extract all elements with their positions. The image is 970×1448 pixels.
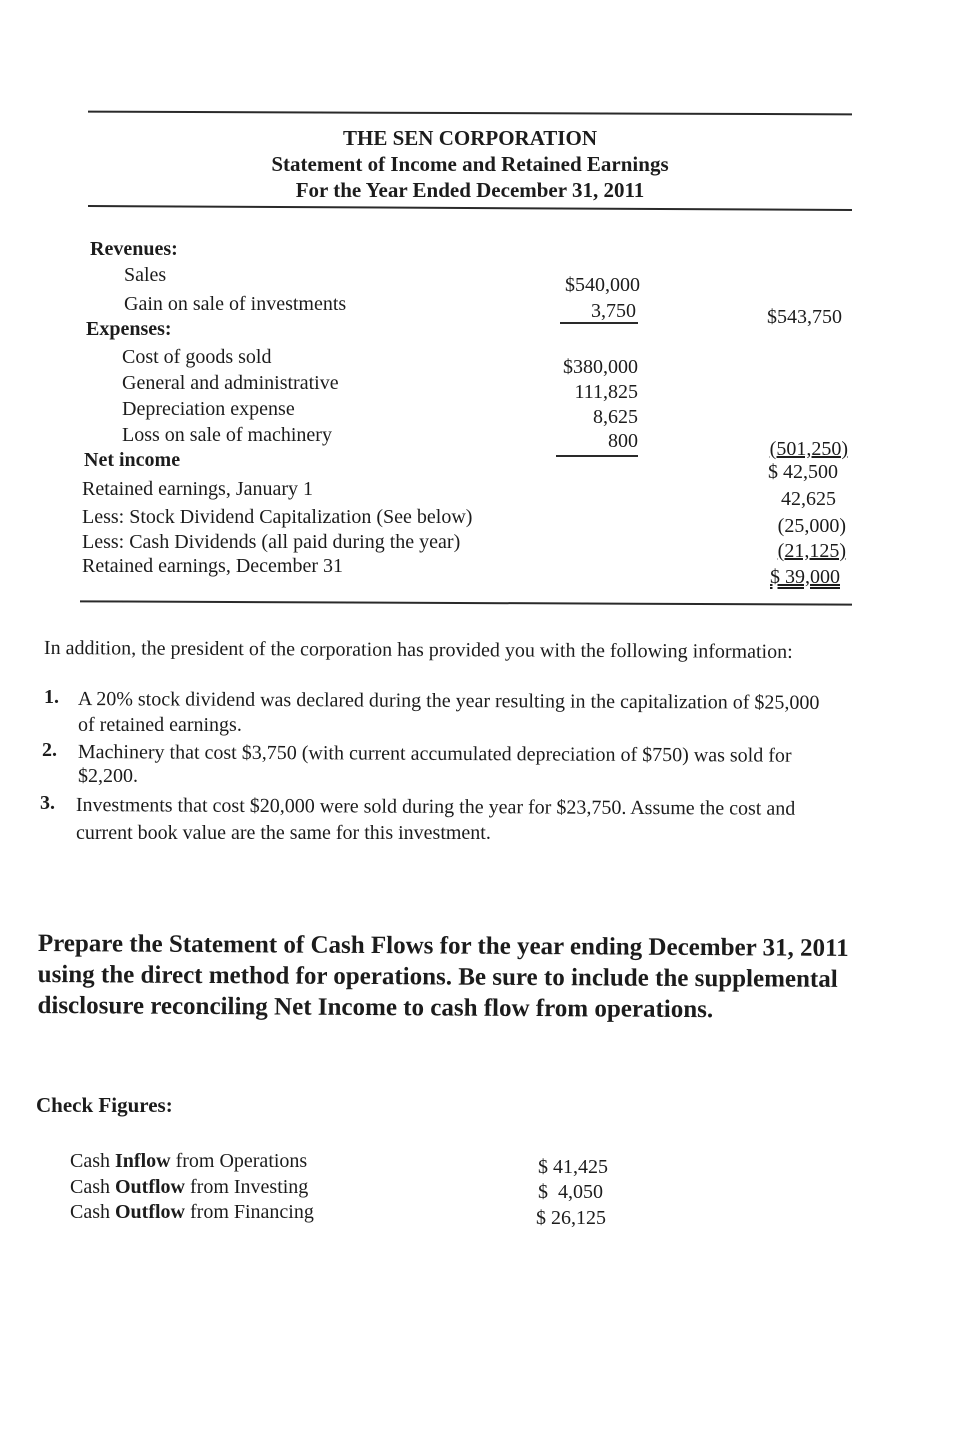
expense-label-ga: General and administrative <box>122 372 339 394</box>
statement-title: Statement of Income and Retained Earnings <box>271 152 669 176</box>
info-item-3-line1: Investments that cost $20,000 were sold during the year for $23,750. Assume the cost and <box>75 794 796 820</box>
expenses-total: (501,250) <box>769 438 848 460</box>
info-item-1-number: 1. <box>44 686 59 708</box>
revenue-amount-gain: 3,750 <box>591 300 636 322</box>
prompt-line-2: using the direct method for operations. Be sure to include the supplemental <box>37 960 838 993</box>
expense-amount-ga: 111,825 <box>574 381 638 403</box>
top-rule <box>88 111 852 116</box>
retained-label-cash-dividends: Less: Cash Dividends (all paid during the year) <box>82 531 461 553</box>
statement-bottom-rule <box>80 600 852 605</box>
expenses-heading: Expenses: <box>86 318 172 340</box>
expense-amount-loss: 800 <box>608 430 638 452</box>
retained-amount-cash-dividends: (21,125) <box>777 540 846 562</box>
header-bottom-rule <box>88 205 852 211</box>
info-item-1-line1: A 20% stock dividend was declared during the year resulting in the capitalization of $25,000 <box>77 688 820 714</box>
expense-label-depreciation: Depreciation expense <box>122 398 295 420</box>
expense-amount-depreciation: 8,625 <box>593 406 638 428</box>
retained-label-stock-dividend: Less: Stock Dividend Capitalization (See below) <box>82 506 473 528</box>
company-name: THE SEN CORPORATION <box>343 126 597 150</box>
check-row-investing-amount: $ 4,050 <box>538 1181 603 1203</box>
info-item-3-number: 3. <box>40 792 55 814</box>
expense-subtotal-rule <box>556 455 638 457</box>
retained-amount-jan: 42,625 <box>781 488 836 510</box>
revenue-label-sales: Sales <box>124 264 167 286</box>
retained-label-jan: Retained earnings, January 1 <box>82 478 314 500</box>
check-figures-heading: Check Figures: <box>36 1093 173 1117</box>
prompt-line-3: disclosure reconciling Net Income to cash flow from operations. <box>37 991 714 1024</box>
revenue-label-gain: Gain on sale of investments <box>124 293 347 315</box>
revenue-subtotal-rule <box>560 322 638 324</box>
net-income-label: Net income <box>84 449 181 471</box>
retained-amount-stock-dividend: (25,000) <box>777 515 846 537</box>
info-item-2-line1: Machinery that cost $3,750 (with current accumulated depreciation of $750) was sold for <box>77 741 792 767</box>
intro-text: In addition, the president of the corporation has provided you with the following information: <box>43 637 793 663</box>
revenue-amount-sales: $540,000 <box>565 274 640 296</box>
check-row-operations-label: Cash Inflow from Operations <box>70 1150 308 1172</box>
expense-label-cogs: Cost of goods sold <box>122 346 272 368</box>
info-item-1-line2: of retained earnings. <box>78 714 242 736</box>
info-item-2-number: 2. <box>42 739 57 761</box>
expense-amount-cogs: $380,000 <box>563 356 638 378</box>
expense-label-loss: Loss on sale of machinery <box>122 424 332 446</box>
revenues-total: $543,750 <box>767 306 842 328</box>
check-row-investing-label: Cash Outflow from Investing <box>70 1176 309 1198</box>
statement-period: For the Year Ended December 31, 2011 <box>295 178 645 202</box>
info-item-3-line2: current book value are the same for this investment. <box>76 822 491 844</box>
retained-label-dec: Retained earnings, December 31 <box>82 555 344 577</box>
check-row-financing-amount: $ 26,125 <box>536 1207 606 1229</box>
check-row-financing-label: Cash Outflow from Financing <box>70 1201 314 1223</box>
check-row-operations-amount: $ 41,425 <box>538 1156 608 1178</box>
assignment-prompt <box>37 928 938 1026</box>
info-item-2-line2: $2,200. <box>78 765 138 787</box>
retained-amount-dec: $ 39,000 <box>770 566 840 588</box>
revenues-heading: Revenues: <box>90 238 178 260</box>
prompt-line-1: Prepare the Statement of Cash Flows for the year ending December 31, 2011 <box>37 929 849 962</box>
net-income-amount: $ 42,500 <box>768 461 838 483</box>
